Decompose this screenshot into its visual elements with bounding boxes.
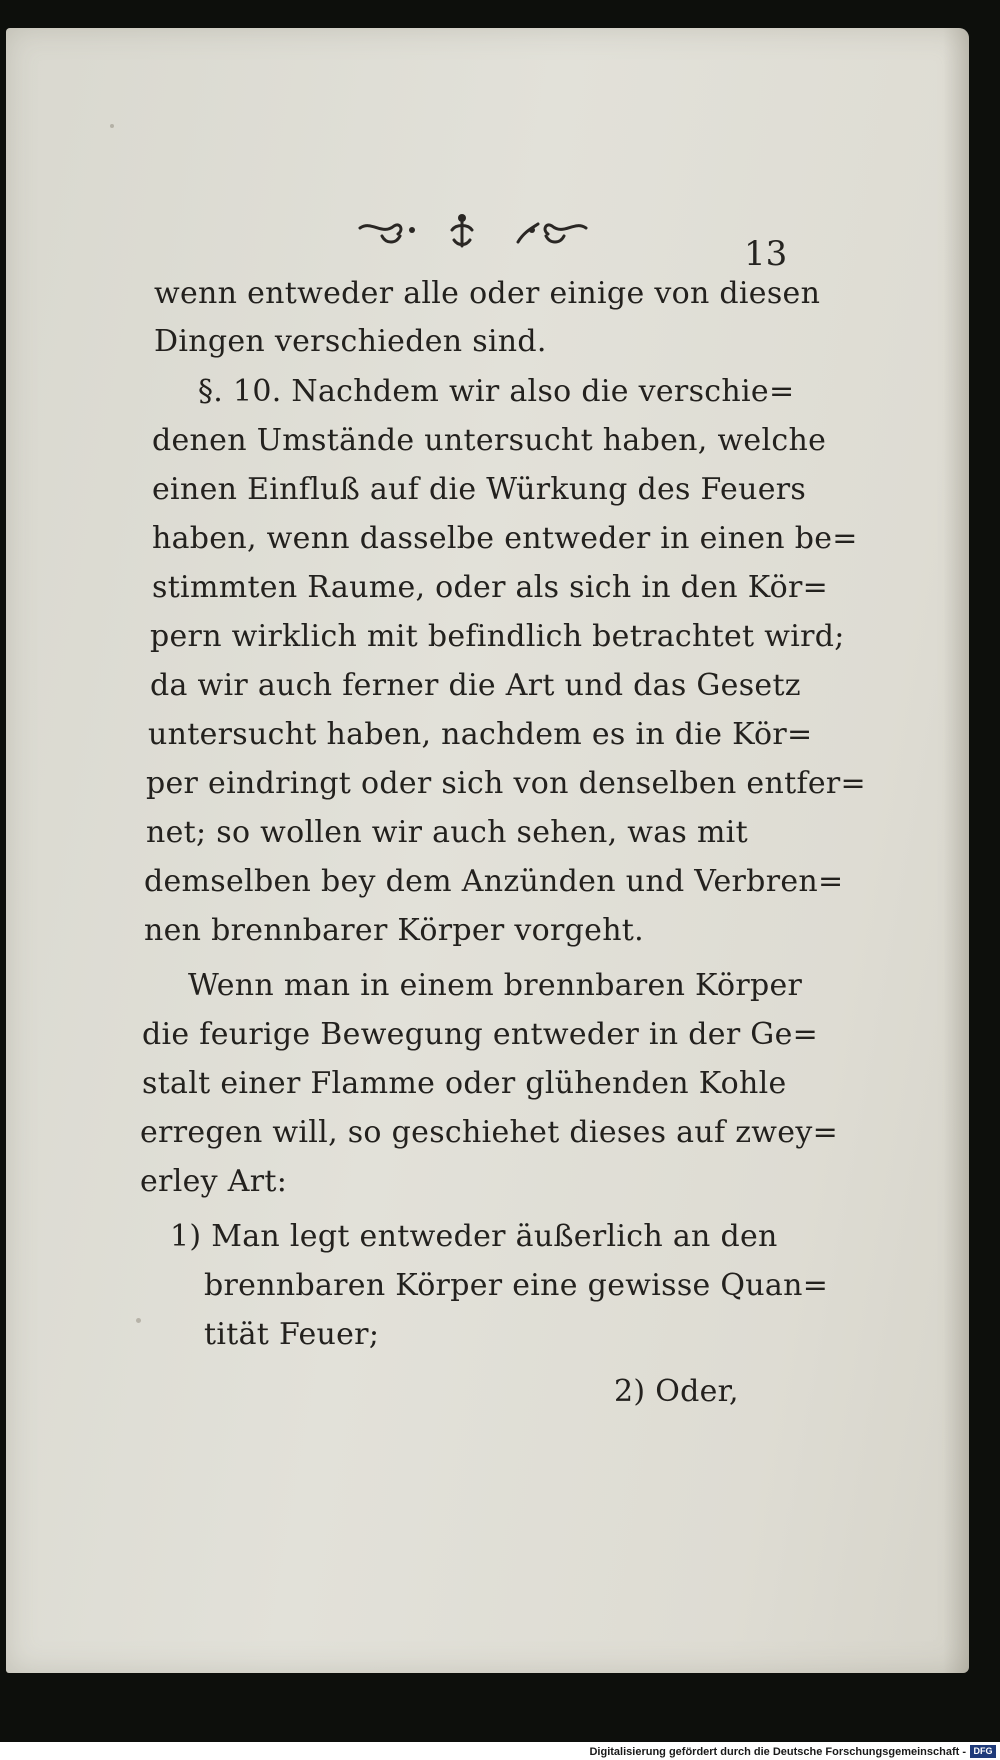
text-line: §. 10. Nachdem wir also die verschie=: [198, 374, 795, 409]
text-line: untersucht haben, nachdem es in die Kör=: [148, 717, 813, 752]
catchword: 2) Oder,: [614, 1374, 739, 1409]
text-line: net; so wollen wir auch sehen, was mit: [146, 815, 748, 850]
text-line: Wenn man in einem brennbaren Körper: [188, 968, 803, 1003]
list-item-text: tität Feuer;: [204, 1317, 380, 1352]
text-line: da wir auch ferner die Art und das Gesetz: [150, 668, 801, 703]
text-line: erregen will, so geschiehet dieses auf zwey=: [140, 1115, 839, 1150]
text-line: Dingen verschieden sind.: [154, 324, 547, 359]
paper-spot: [136, 1318, 141, 1323]
book-page: [6, 28, 969, 1673]
text-line: per eindringt oder sich von denselben entfer=: [146, 766, 866, 801]
page-edge-shadow: [943, 28, 969, 1673]
dfg-logo-icon: DFG: [970, 1745, 996, 1758]
footer-bar: [0, 1742, 1000, 1760]
ornament-icon: [352, 206, 592, 262]
text-line: erley Art:: [140, 1164, 288, 1199]
text-line: stimmten Raume, oder als sich in den Kör=: [152, 570, 829, 605]
page-number: 13: [744, 234, 788, 274]
text-line: die feurige Bewegung entweder in der Ge=: [142, 1017, 819, 1052]
list-item-text: brennbaren Körper eine gewisse Quan=: [204, 1268, 829, 1303]
text-line: pern wirklich mit befindlich betrachtet wird;: [150, 619, 845, 654]
text-line: haben, wenn dasselbe entweder in einen be=: [152, 521, 858, 556]
text-line: denen Umstände untersucht haben, welche: [152, 423, 827, 458]
text-line: demselben bey dem Anzünden und Verbren=: [144, 864, 844, 899]
text-line: wenn entweder alle oder einige von diesen: [154, 276, 821, 311]
text-line: nen brennbarer Körper vorgeht.: [144, 913, 645, 948]
text-line: einen Einfluß auf die Würkung des Feuers: [152, 472, 807, 507]
paper-spot: [110, 124, 114, 128]
list-item-text: 1) Man legt entweder äußerlich an den: [170, 1219, 778, 1254]
text-line: stalt einer Flamme oder glühenden Kohle: [142, 1066, 787, 1101]
funding-credit: Digitalisierung gefördert durch die Deutsche Forschungsgemeinschaft -: [589, 1746, 966, 1758]
